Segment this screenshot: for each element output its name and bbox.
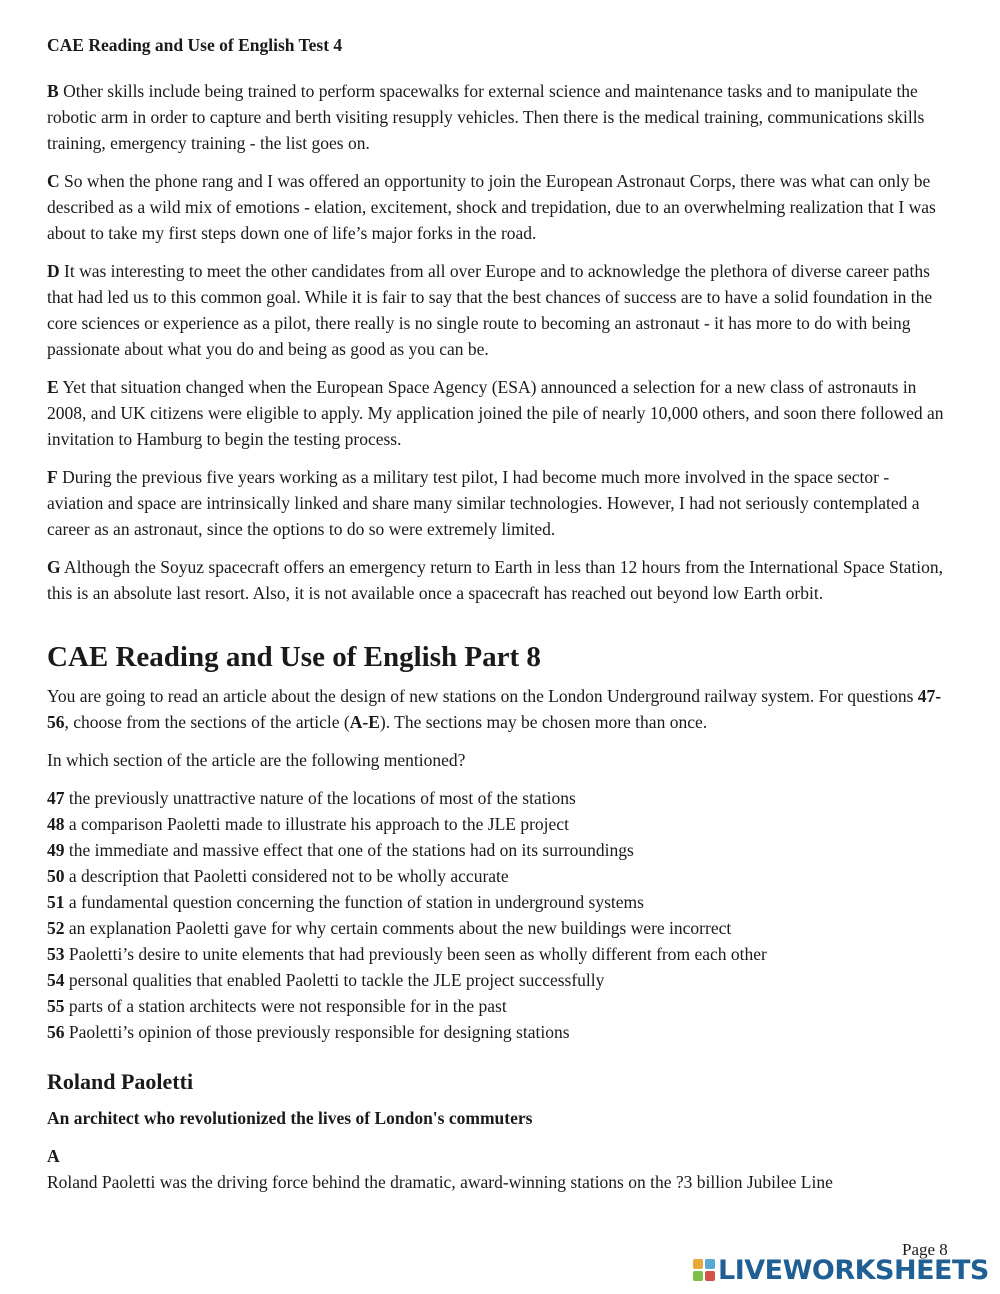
- option-letter: G: [47, 557, 61, 577]
- liveworksheets-logo: [693, 1253, 989, 1287]
- question-item: [47, 785, 947, 811]
- option-paragraph: [47, 168, 947, 246]
- question-text: the immediate and massive effect that one of the stations had on its surroundings: [64, 840, 634, 860]
- option-paragraph: [47, 78, 947, 156]
- instructions-text: You are going to read an article about the design of new stations on the London Underground railway system. For questions: [47, 686, 918, 706]
- page-number: Page 8: [902, 1240, 948, 1259]
- document-page: [47, 33, 947, 1195]
- question-text: a comparison Paoletti made to illustrate his approach to the JLE project: [64, 814, 569, 834]
- option-paragraph: [47, 374, 947, 452]
- option-text: During the previous five years working as a military test pilot, I had become much more involved in the space sector - aviation and space are intrinsically linked and share many similar technologies. However, I had not seriously contemplated a career as an astronaut, since the options to do so were extremely limited.: [47, 467, 920, 539]
- question-item: [47, 1019, 947, 1045]
- question-number: 53: [47, 944, 65, 964]
- question-item: [47, 889, 947, 915]
- question-number: 56: [47, 1022, 65, 1042]
- option-paragraph: [47, 554, 947, 606]
- instructions-text: , choose from the sections of the article (: [64, 712, 350, 732]
- question-item: [47, 837, 947, 863]
- option-text: So when the phone rang and I was offered an opportunity to join the European Astronaut Corps, there was what can only be described as a wild mix of emotions - elation, excitement, shock and trepidation, due to an overwhelming realization that I was about to take my first steps down one of life’s major forks in the road.: [47, 171, 936, 243]
- question-item: [47, 915, 947, 941]
- option-paragraph: [47, 464, 947, 542]
- question-text: Paoletti’s desire to unite elements that had previously been seen as wholly different from each other: [64, 944, 767, 964]
- option-letter: D: [47, 261, 60, 281]
- option-letter: E: [47, 377, 59, 397]
- article-subtitle: An architect who revolutionized the lives of London's commuters: [47, 1108, 533, 1128]
- question-range: 47-56: [47, 686, 942, 732]
- option-text: Other skills include being trained to perform spacewalks for external science and maintenance tasks and to manipulate the robotic arm in order to capture and berth visiting resupply vehicles. Then there is the medical training, communications skills training, emergency training - the list goes on.: [47, 81, 925, 153]
- question-text: personal qualities that enabled Paoletti to tackle the JLE project successfully: [64, 970, 605, 990]
- question-text: a fundamental question concerning the function of station in underground systems: [64, 892, 644, 912]
- question-number: 47: [47, 788, 65, 808]
- question-number: 54: [47, 970, 65, 990]
- logo-text: LIVEWORKSHEETS: [718, 1254, 989, 1286]
- question-item: [47, 863, 947, 889]
- question-item: [47, 941, 947, 967]
- question-item: [47, 993, 947, 1019]
- question-number: 49: [47, 840, 65, 860]
- question-number: 50: [47, 866, 65, 886]
- question-number: 52: [47, 918, 65, 938]
- option-paragraph: [47, 258, 947, 362]
- part8-instructions: [47, 683, 947, 735]
- question-item: [47, 811, 947, 837]
- part8-prompt: In which section of the article are the following mentioned?: [47, 750, 466, 770]
- question-number: 51: [47, 892, 65, 912]
- article-section-text: Roland Paoletti was the driving force behind the dramatic, award-winning stations on the ?3 billion Jubilee Line: [47, 1172, 833, 1192]
- question-number: 48: [47, 814, 65, 834]
- option-letter: F: [47, 467, 58, 487]
- part8-title: CAE Reading and Use of English Part 8: [47, 641, 541, 673]
- option-letter: C: [47, 171, 60, 191]
- article-section-label: A: [47, 1146, 60, 1166]
- logo-grid-icon: [693, 1259, 715, 1281]
- option-letter: B: [47, 81, 59, 101]
- section-range: A-E: [349, 712, 380, 732]
- article-title: Roland Paoletti: [47, 1069, 194, 1094]
- running-header: CAE Reading and Use of English Test 4: [47, 35, 343, 55]
- question-number: 55: [47, 996, 65, 1016]
- question-text: the previously unattractive nature of the locations of most of the stations: [64, 788, 576, 808]
- option-text: Although the Soyuz spacecraft offers an emergency return to Earth in less than 12 hours from the International Space Station, this is an absolute last resort. Also, it is not available once a spacecraft has reached out beyond low Earth orbit.: [47, 557, 943, 603]
- question-text: Paoletti’s opinion of those previously responsible for designing stations: [64, 1022, 570, 1042]
- question-text: a description that Paoletti considered not to be wholly accurate: [64, 866, 509, 886]
- question-text: an explanation Paoletti gave for why certain comments about the new buildings were incorrect: [64, 918, 732, 938]
- question-item: [47, 967, 947, 993]
- question-list: [47, 785, 947, 1045]
- option-text: Yet that situation changed when the European Space Agency (ESA) announced a selection for a new class of astronauts in 2008, and UK citizens were eligible to apply. My application joined the pile of nearly 10,000 others, and soon there followed an invitation to Hamburg to begin the testing process.: [47, 377, 944, 449]
- options-list: [47, 78, 947, 606]
- question-text: parts of a station architects were not responsible for in the past: [64, 996, 507, 1016]
- instructions-text: ). The sections may be chosen more than once.: [379, 712, 708, 732]
- option-text: It was interesting to meet the other candidates from all over Europe and to acknowledge the plethora of diverse career paths that had led us to this common goal. While it is fair to say that the best chances of success are to have a solid foundation in the core sciences or experience as a pilot, there really is no single route to becoming an astronaut - it has more to do with being passionate about what you do and being as good as you can be.: [47, 261, 933, 359]
